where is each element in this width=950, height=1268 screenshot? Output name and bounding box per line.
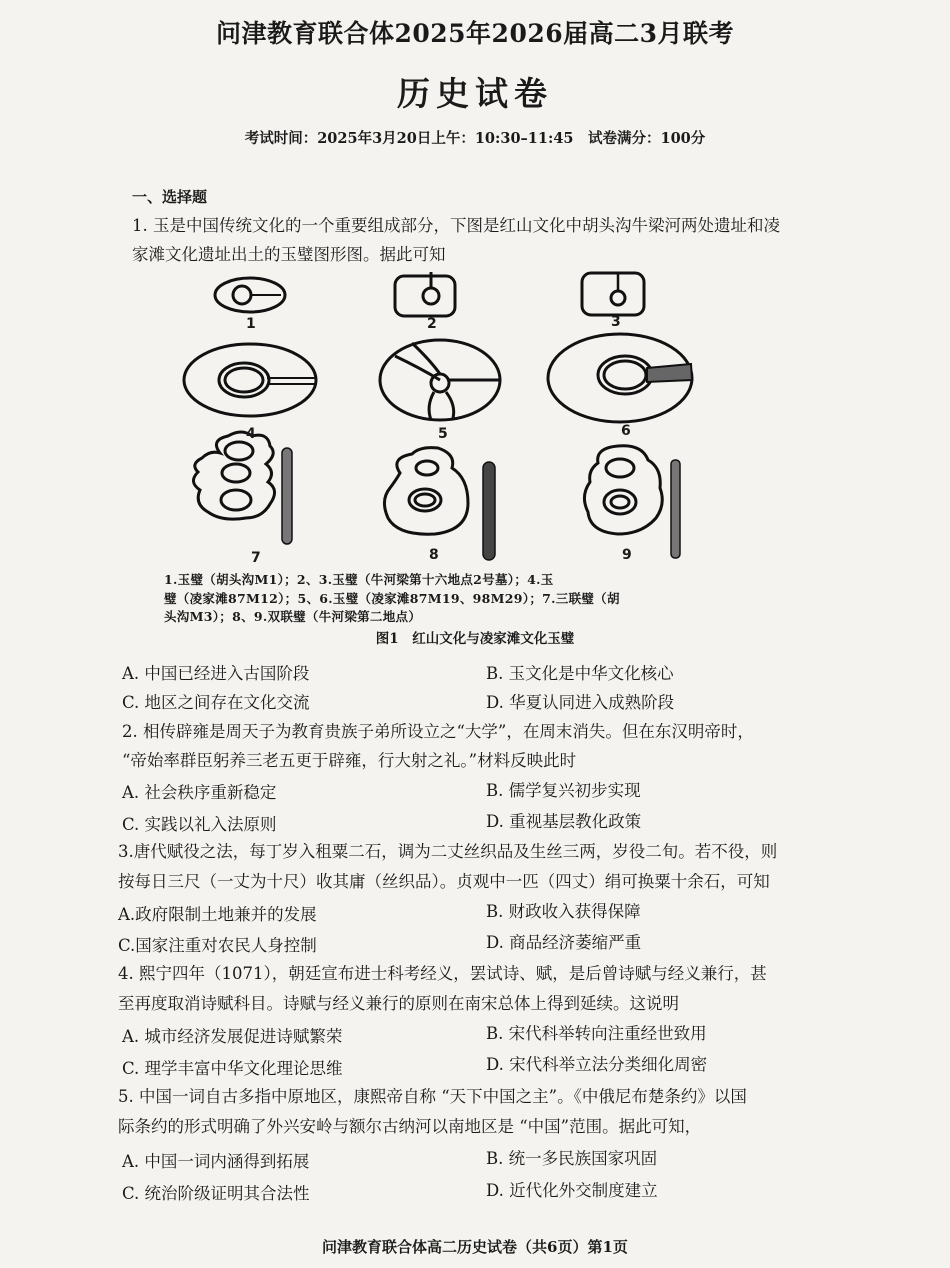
q4-option-d: D. 宋代科举立法分类细化周密 (486, 1055, 708, 1074)
figure-label-5: 5 (438, 426, 448, 442)
q2-stem-line2: “帝始率群臣躬养三老五更于辟雍，行大射之礼。”材料反映此时 (122, 751, 577, 770)
q1-option-a: A. 中国已经进入古国阶段 (122, 664, 310, 683)
q2-option-a: A. 社会秩序重新稳定 (122, 783, 277, 802)
q3-option-c: C.国家注重对农民人身控制 (118, 936, 317, 955)
jade-bi-6-drawing (548, 334, 692, 422)
figure-label-7: 7 (251, 550, 261, 566)
exam-info: 考试时间：2025年3月20日上午：10:30–11:45 试卷满分：100分 (244, 130, 706, 147)
exam-title-subject: 历史试卷 (397, 74, 553, 113)
figure-label-1: 1 (246, 316, 256, 332)
q5-option-a: A. 中国一词内涵得到拓展 (122, 1152, 310, 1171)
q2-stem-line1: 2. 相传辟雍是周天子为教育贵族子弟所设立之“大学”，在周末消失。但在东汉明帝时， (122, 722, 754, 741)
jade-bi-3-drawing (582, 273, 644, 315)
q5-stem-line2: 际条约的形式明确了外兴安岭与额尔古纳河以南地区是 “中国”范围。据此可知， (118, 1117, 702, 1136)
q3-option-a: A.政府限制土地兼并的发展 (118, 905, 317, 924)
q2-option-c: C. 实践以礼入法原则 (122, 815, 277, 834)
figure-caption-line3: 头沟M3）；8、9.双联璧（牛河梁第二地点） (164, 609, 422, 624)
q3-option-d: D. 商品经济萎缩严重 (486, 933, 642, 952)
q4-stem-line1: 4. 熙宁四年（1071），朝廷宣布进士科考经义，罢试诗、赋，是后曾诗赋与经义兼行，甚 (118, 964, 767, 983)
q5-option-d: D. 近代化外交制度建立 (486, 1181, 658, 1200)
jade-bi-2-drawing (395, 272, 455, 316)
jade-bi-5-drawing (380, 340, 500, 420)
figure-label-4: 4 (246, 426, 256, 442)
q5-option-b: B. 统一多民族国家巩固 (486, 1149, 658, 1168)
jade-bi-8-drawing (384, 448, 495, 560)
q4-option-a: A. 城市经济发展促进诗赋繁荣 (122, 1027, 343, 1046)
q2-option-b: B. 儒学复兴初步实现 (486, 781, 641, 800)
q3-stem-line1: 3.唐代赋役之法，每丁岁入租粟二石，调为二丈丝织品及生丝三两，岁役二旬。若不役，则 (118, 842, 778, 861)
section-title: 一、选择题 (132, 188, 208, 206)
q4-stem-line2: 至再度取消诗赋科目。诗赋与经义兼行的原则在南宋总体上得到延续。这说明 (118, 994, 679, 1013)
q4-option-c: C. 理学丰富中华文化理论思维 (122, 1059, 343, 1078)
q2-option-d: D. 重视基层教化政策 (486, 812, 642, 831)
figure-label-8: 8 (429, 547, 439, 563)
q5-option-c: C. 统治阶级证明其合法性 (122, 1184, 310, 1203)
q5-stem-line1: 5. 中国一词自古多指中原地区，康熙帝自称 “天下中国之主”。《中俄尼布楚条约》以国 (118, 1087, 747, 1106)
figure-label-2: 2 (427, 316, 437, 332)
figure-label-9: 9 (622, 547, 632, 563)
q1-stem-line1: 1. 玉是中国传统文化的一个重要组成部分，下图是红山文化中胡头沟牛梁河两处遗址和凌 (132, 216, 780, 235)
q1-option-b: B. 玉文化是中华文化核心 (486, 664, 674, 683)
jade-bi-4-drawing (184, 344, 316, 416)
q1-stem-line2: 家滩文化遗址出土的玉璧图形图。据此可知 (132, 245, 446, 264)
figure-title: 图1 红山文化与凌家滩文化玉璧 (375, 631, 575, 647)
jade-bi-1-drawing (215, 278, 285, 312)
figure-label-3: 3 (611, 314, 621, 330)
jade-bi-9-drawing (584, 446, 680, 558)
jade-bi-figure (150, 268, 770, 568)
figure-caption-line2: 璧（凌家滩87M12）；5、6.玉璧（凌家滩87M19、98M29）；7.三联璧（胡 (164, 591, 620, 606)
q1-option-c: C. 地区之间存在文化交流 (122, 693, 310, 712)
page-footer: 问津教育联合体高二历史试卷（共6页）第1页 (322, 1238, 628, 1256)
exam-title-line1: 问津教育联合体2025年2026届高二3月联考 (215, 19, 735, 48)
q3-option-b: B. 财政收入获得保障 (486, 902, 641, 921)
jade-bi-7-drawing (193, 432, 292, 544)
q3-stem-line2: 按每日三尺（一丈为十尺）收其庸（丝织品）。贞观中一匹（四丈）绢可换粟十余石，可知 (118, 872, 770, 891)
figure-caption-line1: 1.玉璧（胡头沟M1）；2、3.玉璧（牛河梁第十六地点2号墓）；4.玉 (164, 572, 554, 587)
q4-option-b: B. 宋代科举转向注重经世致用 (486, 1024, 707, 1043)
figure-label-6: 6 (621, 423, 631, 439)
q1-option-d: D. 华夏认同进入成熟阶段 (486, 693, 675, 712)
